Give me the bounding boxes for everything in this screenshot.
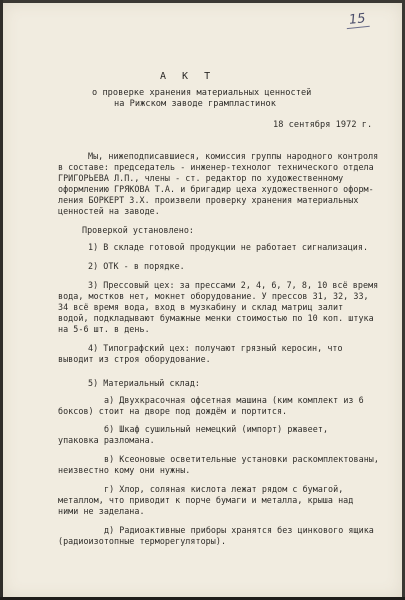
intro-line: ценностей на заводе. (58, 206, 160, 216)
finding-line: (радиоизотопные терморегуляторы). (58, 536, 227, 546)
finding-line: 4) Типографский цех: получают грязный керосин, что (88, 343, 343, 353)
established-heading: Проверкой установлено: (82, 225, 195, 235)
finding-line: г) Хлор, соляная кислота лежат рядом с бумагой, (104, 484, 344, 494)
finding-line: боксов) стоит на дворе под дождём и портится. (58, 406, 288, 416)
finding-line: б) Шкаф сушильный немецкий (импорт) ржавеет, (104, 424, 329, 434)
finding-line: в) Ксеоновые осветительные установки раскомплектованы, (104, 454, 379, 464)
finding-line: вода, мостков нет, мокнет оборудование. У прессов 31, 32, 33, (58, 291, 369, 301)
handwritten-page-number: 15 (345, 11, 369, 29)
finding-line: выводит из строя оборудование. (58, 354, 211, 364)
finding-line: упаковка разломана. (58, 435, 155, 445)
finding-line: водой, подкладывают бумажные менки стоимостью по 10 коп. штука (58, 313, 374, 323)
finding-line: а) Двухкрасочная офсетная машина (ким комплект из 6 (104, 395, 364, 405)
finding-line: на 5-6 шт. в день. (58, 324, 150, 334)
document-date: 18 сентября 1972 г. (273, 120, 373, 130)
document-subtitle-line-2: на Рижском заводе грампластинок (114, 99, 276, 109)
scan-edge-top (0, 0, 405, 3)
finding-line: металлом, что приводит к порче бумаги и металла, крыша над (58, 495, 354, 505)
finding-line: 3) Прессовый цех: за прессами 2, 4, 6, 7, 8, 10 всё время (88, 280, 379, 290)
intro-line: в составе: председатель - инженер-технолог технического отдела (58, 162, 374, 172)
finding-line: ними не заделана. (58, 506, 145, 516)
intro-line: Мы, нижеподписавшиеся, комиссия группы народного контроля (88, 151, 379, 161)
intro-line: оформлению ГРЯКОВА Т.А. и бригадир цеха художественного оформ- (58, 184, 374, 194)
scan-edge-left (0, 0, 3, 600)
intro-line: ГРИГОРЬЕВА Л.П., члены - ст. редактор по художественному (58, 173, 344, 183)
finding-line: 1) В складе готовой продукции не работает сигнализация. (88, 242, 369, 252)
finding-line: 34 всё время вода, вход в музкабину и склад матриц залит (58, 302, 344, 312)
document-title: А К Т (160, 71, 216, 82)
finding-line: 2) ОТК - в порядке. (88, 261, 185, 271)
finding-line: 5) Материальный склад: (88, 378, 201, 388)
document-subtitle-line-1: о проверке хранения материальных ценностей (92, 88, 312, 98)
intro-line: ления БОРКЕРТ З.Х. произвели проверку хранения материальных (58, 195, 359, 205)
finding-line: д) Радиоактивные приборы хранятся без цинкового ящика (104, 525, 374, 535)
finding-line: неизвестно кому они нужны. (58, 465, 191, 475)
